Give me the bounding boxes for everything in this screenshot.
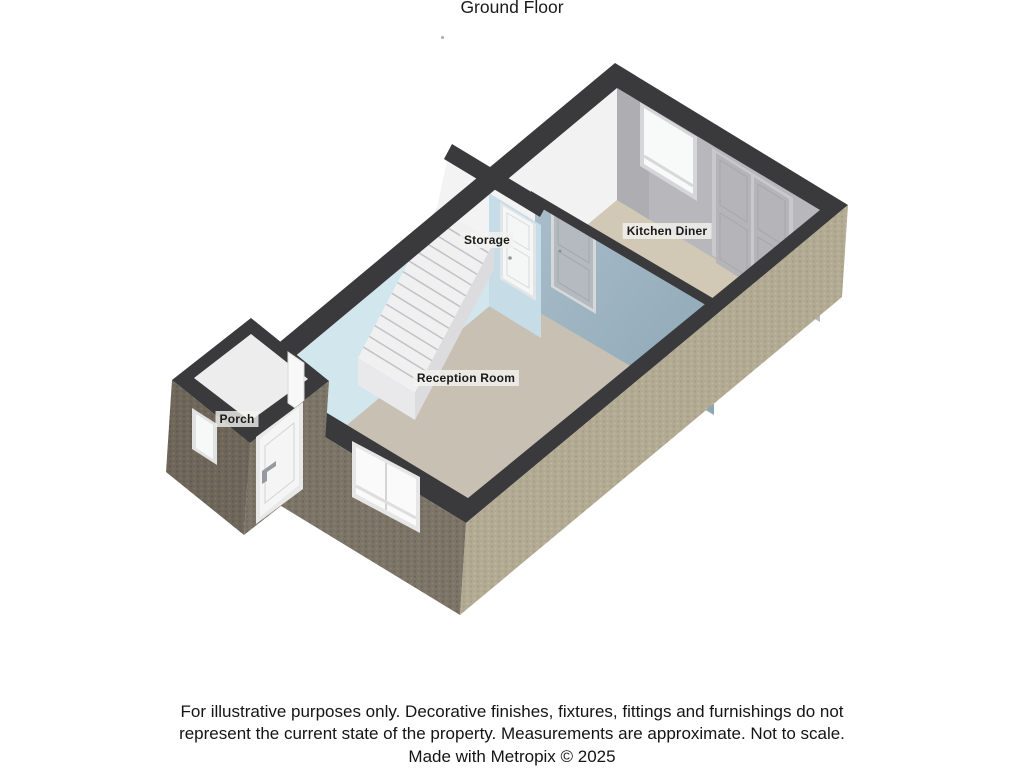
disclaimer — [0, 701, 1024, 768]
room-label-porch: Porch — [215, 411, 258, 427]
disclaimer-line-1: For illustrative purposes only. Decorative finishes, fixtures, fittings and furnishings do not — [180, 702, 844, 721]
room-label-kitchen-diner: Kitchen Diner — [623, 223, 712, 239]
metropix-credit: Made with Metropix © 2025 — [408, 746, 616, 766]
page-title: Ground Floor — [460, 0, 564, 17]
disclaimer-line-2: represent the current state of the property. Measurements are approximate. Not to scale. — [179, 724, 845, 744]
room-label-storage: Storage — [460, 232, 514, 248]
room-label-reception-room: Reception Room — [413, 370, 519, 386]
